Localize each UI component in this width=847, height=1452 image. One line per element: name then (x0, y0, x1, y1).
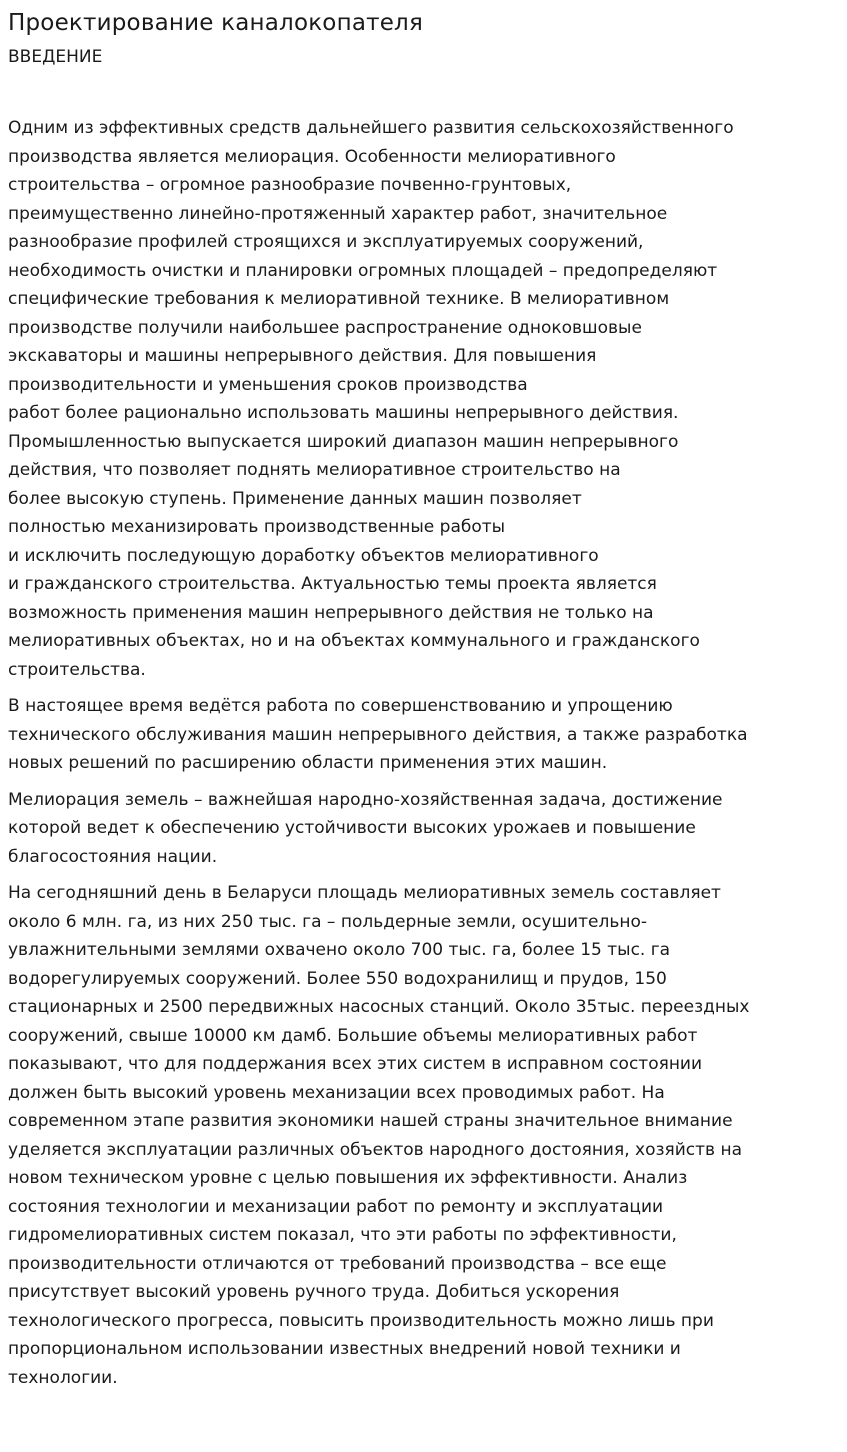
paragraph-2: В настоящее время ведётся работа по совершенствованию и упрощению технического обслуживания машин непрерывного действия, а также разработка новых решений по расширению области применения этих машин. (8, 696, 748, 773)
document-body (8, 114, 839, 1392)
paragraph-3: Мелиорация земель – важнейшая народно-хозяйственная задача, достижение которой ведет к обеспечению устойчивости высоких урожаев и повышение благосостояния нации. (8, 789, 723, 867)
page-title: Проектирование каналокопателя (8, 10, 423, 36)
section-heading: ВВЕДЕНИЕ (8, 47, 103, 67)
paragraph-1: Одним из эффективных средств дальнейшего развития сельскохозяйственного производства является мелиорация. Особенности мелиоративного строительства – огромное разнообразие почвенно-грунтовых, преимущественно линейно-протяженный характер работ, значительное разнообразие профилей строящихся и эксплуатируемых сооружений, необходимость очистки и планировки огромных площадей – предопределяют специфические требования к мелиоративной технике. В мелиоративном производстве получили наибольшее распространение одноковшовые экскаваторы и машины непрерывного действия. Для повышения производительности и уменьшения сроков производства работ более рационально использовать машины непрерывного действия. Промышленностью выпускается широкий диапазон машин непрерывного действия, что позволяет поднять мелиоративное строительство на более высокую ступень. Применение данных машин позволяет полностью механизировать производственные работы и исключить последующую доработку объектов мелиоративного и гражданского строительства. Актуальностью темы проекта является возможность применения машин непрерывного действия не только на мелиоративных объектах, но и на объектах коммунального и гражданского строительства. (8, 118, 734, 680)
paragraph-4: На сегодняшний день в Беларуси площадь мелиоративных земель составляет около 6 млн. га, из них 250 тыс. га – польдерные земли, осушительно- увлажнительными землями охвачено около 700 тыс. га, более 15 тыс. га водорегулируемых сооружений. Более 550 водохранилищ и прудов, 150 стационарных и 2500 передвижных насосных станций. Около 35тыс. переездных сооружений, свыше 10000 км дамб. Большие объемы мелиоративных работ показывают, что для поддержания всех этих систем в исправном состоянии должен быть высокий уровень механизации всех проводимых работ. На современном этапе развития экономики нашей страны значительное внимание уделяется эксплуатации различных объектов народного достояния, хозяйств на новом техническом уровне с целью повышения их эффективности. Анализ состояния технологии и механизации работ по ремонту и эксплуатации гидромелиоративных систем показал, что эти работы по эффективности, производительности отличаются от требований производства – все еще присутствует высокий уровень ручного труда. Добиться ускорения технологического прогресса, повысить производительность можно лишь при пропорциональном использовании известных внедрений новой техники и технологии. (8, 883, 750, 1388)
